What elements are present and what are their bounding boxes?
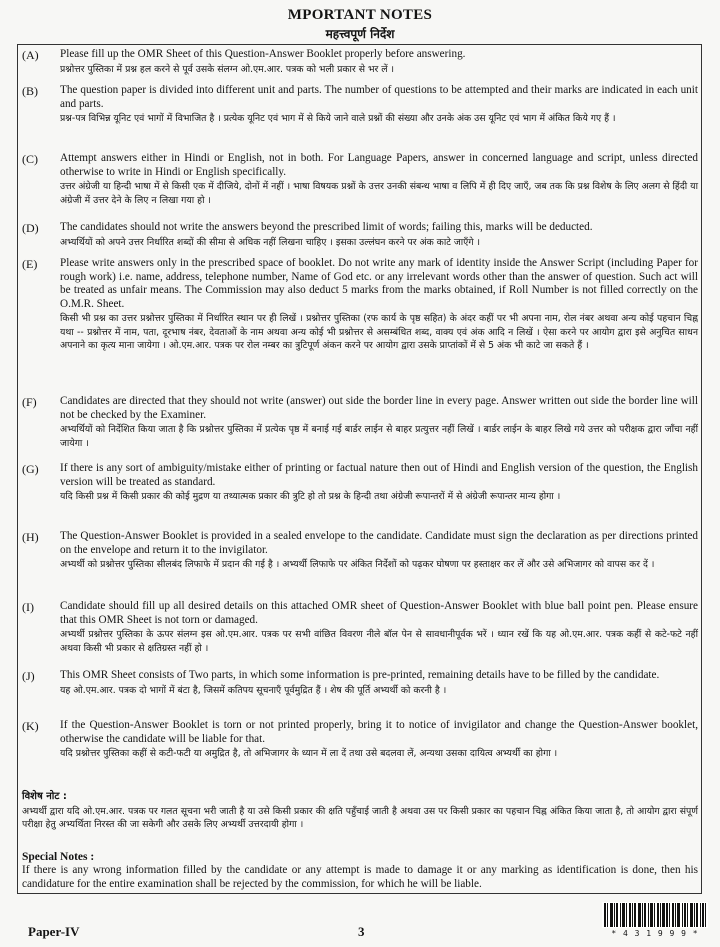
note-text-hindi: यदि प्रश्नोत्तर पुस्तिका कहीं से कटी-फटी या अमुद्रित है, तो अभिजागर के ध्यान में ला दें तथा उसे बदलवा लें, अन्यथा उसका दायित्व अभ्यर्थी का होगा ।	[60, 748, 558, 760]
note-label: (K)	[22, 719, 39, 733]
note-text-english: Attempt answers either in Hindi or English, not in both. For Language Papers, answer in concerned language and script, unless directed otherwise to write in Hindi or English specifically.	[60, 152, 698, 178]
note-text-hindi: यदि किसी प्रश्न में किसी प्रकार की कोई मुद्रण या तथ्यात्मक प्रकार की त्रुटि हो तो प्रश्न के हिन्दी तथा अंग्रेजी रूपान्तरों में से अंग्रेजी रूपान्तर मान्य होगा ।	[60, 491, 561, 503]
note-label: (H)	[22, 530, 39, 544]
note-text-hindi: अभ्यर्थी को प्रश्नोत्तर पुस्तिका सीलबंद लिफाफे में प्रदान की गई है । अभ्यर्थी लिफाफे पर अंकित निर्देशों को पढ़कर घोषणा पर हस्ताक्षर कर लें और उसे अभिजागर को वापस कर दें ।	[60, 559, 655, 571]
note-text-hindi: अभ्यर्थी प्रश्नोत्तर पुस्तिका के ऊपर संलग्न इस ओ.एम.आर. पत्रक पर सभी वांछित विवरण नीले बॉल पेन से सावधानीपूर्वक भरें । ध्यान रखें कि यह ओ.एम.आर. पत्रक कहीं से कटे-फटे नहीं अथवा किसी भी प्रकार से क्षतिग्रस्त नहीं हो ।	[60, 629, 698, 654]
special-notes-english-heading: Special Notes :	[22, 851, 95, 863]
special-notes-hindi-text: अभ्यर्थी द्वारा यदि ओ.एम.आर. पत्रक पर गलत सूचना भरी जाती है या उसे किसी प्रकार की क्षति पहुँचाई जाती है अथवा उस पर किसी प्रकार का पहचान चिह्न अंकित किया जाता है, तो आयोग द्वारा संपूर्ण परीक्षा हेतु अभ्यर्थिता निरस्त की जा सकेगी और उसके लिए अभ्यर्थी उत्तरदायी होगा ।	[22, 806, 698, 831]
note-label: (E)	[22, 257, 38, 271]
note-text-english: If there is any sort of ambiguity/mistake either of printing or factual nature then out of Hindi and English version of the question, the English version will be treated as standard.	[60, 462, 698, 488]
note-text-hindi: प्रश्नोत्तर पुस्तिका में प्रश्न हल करने से पूर्व उसके संलग्न ओ.एम.आर. पत्रक को भली प्रकार से भर लें ।	[60, 63, 395, 75]
note-text-hindi: अभ्यर्थियों को निर्देशित किया जाता है कि प्रश्नोत्तर पुस्तिका में प्रत्येक पृष्ठ में बनाई गई बार्डर लाईन से बाहर प्रत्युत्तर नहीं लिखें । बार्डर लाईन के बाहर लिखे गये उत्तर को परीक्षक द्वारा जाँचा नहीं जायेगा ।	[60, 424, 698, 449]
note-text-hindi: यह ओ.एम.आर. पत्रक दो भागों में बंटा है, जिसमें कतिपय सूचनाएँ पूर्वमुद्रित हैं । शेष की पूर्ति अभ्यर्थी को करनी है ।	[60, 684, 447, 696]
note-label: (I)	[22, 600, 34, 614]
barcode-number: * 4 3 1 9 9 9 *	[611, 929, 699, 938]
note-label: (F)	[22, 395, 37, 409]
barcode	[602, 902, 708, 938]
note-label: (D)	[22, 221, 39, 235]
paper-label: Paper-IV	[28, 924, 80, 939]
note-text-hindi: अभ्यर्थियों को अपने उत्तर निर्धारित शब्दों की सीमा से अधिक नहीं लिखना चाहिए । इसका उल्लंघन करने पर अंक काटे जाएँगे ।	[60, 236, 481, 248]
note-label: (B)	[22, 84, 38, 98]
special-notes-english-text: If there is any wrong information filled by the candidate or any attempt is made to damage it or any marking as identification is done, then his candidature for the entire examination shall be rejected by the commission, for which he will be liable.	[22, 864, 698, 890]
note-text-english: If the Question-Answer Booklet is torn or not printed properly, bring it to notice of invigilator and change the Question-Answer booklet, otherwise the candidate will be liable for that.	[60, 719, 698, 745]
page-title: MPORTANT NOTES	[287, 7, 433, 23]
note-text-hindi: प्रश्न-पत्र विभिन्न यूनिट एवं भागों में विभाजित है । प्रत्येक यूनिट एवं भाग में से किये जाने वाले प्रश्नों की संख्या और उनके अंक उस यूनिट एवं भाग में अंकित किये गए हैं ।	[60, 113, 616, 125]
special-notes-hindi-heading: विशेष नोट :	[22, 791, 67, 802]
note-text-hindi: उत्तर अंग्रेजी या हिन्दी भाषा में से किसी एक में दीजिये, दोनों में नहीं । भाषा विषयक प्रश्नों के उत्तर उनकी संबन्ध भाषा व लिपि में ही दिए जाएँ, जब तक कि प्रश्न विशेष के लिए अलग से हिंदी या अंग्रेजी में उत्तर देने के लिए न लिखा गया हो ।	[60, 181, 698, 206]
note-label: (J)	[22, 669, 35, 683]
note-label: (C)	[22, 152, 38, 166]
note-text-english: The candidates should not write the answers beyond the prescribed limit of words; failing this, marks will be deducted.	[60, 221, 593, 233]
page-number: 3	[358, 924, 365, 939]
page-subtitle-hindi: महत्त्वपूर्ण निर्देश	[325, 27, 395, 41]
note-text-english: Please fill up the OMR Sheet of this Question-Answer Booklet properly before answering.	[60, 48, 466, 60]
special-notes-english	[22, 850, 698, 891]
barcode-bars-icon	[602, 902, 708, 928]
note-text-english: Candidate should fill up all desired details on this attached OMR sheet of Question-Answer Booklet with blue ball point pen. Please ensure that this OMR Sheet is not torn or damaged.	[60, 600, 698, 626]
note-text-english: Candidates are directed that they should not write (answer) out side the border line in every page. Answer written out side the border line will not be checked by the Examiner.	[60, 395, 698, 421]
note-text-english: This OMR Sheet consists of Two parts, in which some information is pre-printed, remaining details have to be filled by the candidate.	[60, 669, 660, 681]
note-label: (G)	[22, 462, 39, 476]
note-text-english: Please write answers only in the prescribed space of booklet. Do not write any mark of identity inside the Answer Script (including Paper for rough work) i.e. name, address, telephone number, Name of God etc. or any irrelevant words other than the answer of question. Such act will be treated as unfair means. The Commission may also deduct 5 marks from the marks obtained, if Roll Number is not filled correctly on the O.M.R. Sheet.	[60, 257, 698, 310]
note-text-english: The question paper is divided into different unit and parts. The number of questions to be attempted and their marks are indicated in each unit and parts.	[60, 84, 698, 110]
special-notes-hindi	[22, 790, 698, 832]
note-text-english: The Question-Answer Booklet is provided in a sealed envelope to the candidate. Candidate must sign the declaration as per directions printed on the envelope and return it to the invigilator.	[60, 530, 698, 556]
note-text-hindi: किसी भी प्रश्न का उत्तर प्रश्नोत्तर पुस्तिका में निर्धारित स्थान पर ही लिखें । प्रश्नोत्तर पुस्तिका (रफ कार्य के पृष्ठ सहित) के अंदर कहीं पर भी अपना नाम, रोल नंबर अथवा अन्य कोई पहचान चिह्न यथा -- प्रश्नोत्तर में नाम, पता, दूरभाष नंबर, देवताओं के नाम अथवा अन्य कोई भी प्रश्नोत्तर से असम्बंधित शब्द, वाक्य एवं अंक आदि न लिखें । ऐसा करने पर आयोग द्वारा इसे अनुचित साधन अपनाने का कृत्य माना जायेगा । ओ.एम.आर. पत्रक पर रोल नम्बर का त्रुटिपूर्ण अंकन करने पर आयोग द्वारा उसके प्राप्तांकों में से 5 अंक भी काटे जा सकते हैं ।	[60, 313, 698, 352]
note-label: (A)	[22, 48, 39, 62]
